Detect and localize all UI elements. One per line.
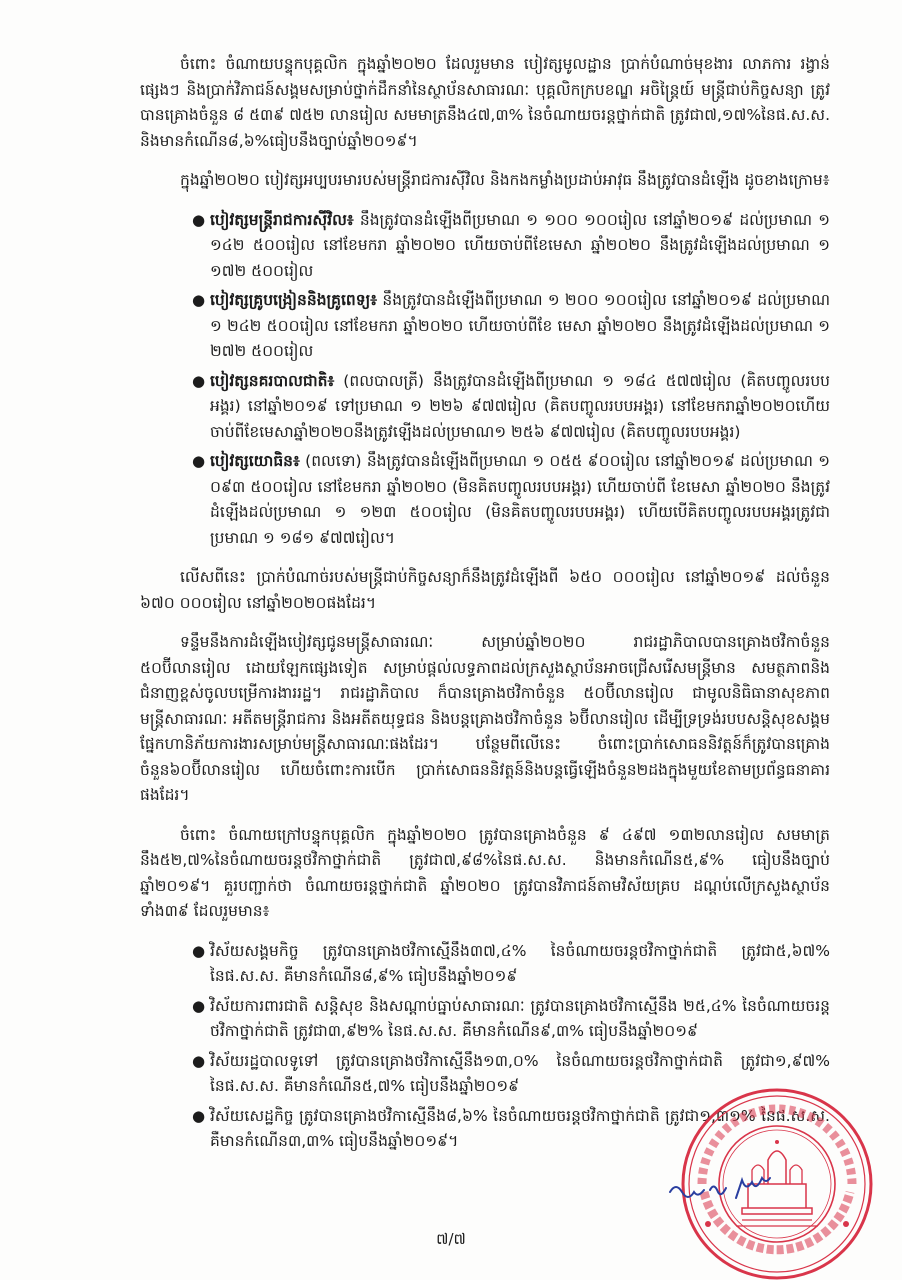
list-item-lead: បៀវត្សគ្រូបង្រៀននិងគ្រូពេទ្យ៖ bbox=[210, 291, 378, 309]
list-item bbox=[140, 208, 830, 285]
salary-increase-list bbox=[140, 208, 830, 552]
list-item-text: វិស័យសង្គមកិច្ច ត្រូវបានគ្រោងថវិកាស្មើនឹង៣៧,៤% នៃចំណាយចរន្តថវិកាថ្នាក់ជាតិ ត្រូវជា៥,៦៧% នៃផ.ស.ស. គឺមានកំណើន៨,៩% ធៀបនឹងឆ្នាំ២០១៩ bbox=[210, 941, 830, 985]
bullet-icon: ● bbox=[192, 1106, 206, 1125]
list-item bbox=[140, 994, 830, 1045]
list-item-text: នឹងត្រូវបានដំឡើងពីប្រមាណ ១ ២០០ ១០០រៀល នៅឆ្នាំ២០១៩ ដល់ប្រមាណ ១ ២៤២ ៥០០រៀល នៅខែមករា ឆ្នាំ២០២០ ហើយចាប់ពីខែ មេសា ឆ្នាំ២០២០ នឹងត្រូវដំឡើងដល់ប្រមាណ ១ ២៧២ ៥០០រៀល bbox=[210, 291, 830, 360]
bullet-icon: ● bbox=[192, 452, 206, 470]
list-item bbox=[140, 449, 830, 551]
bullet-icon: ● bbox=[192, 941, 206, 960]
bullet-icon: ● bbox=[192, 371, 206, 390]
list-item-text: (ពលទោ) នឹងត្រូវបានដំឡើងពីប្រមាណ ១ ០៥៥ ៩០០រៀល នៅឆ្នាំ២០១៩ ដល់ប្រមាណ ១ ០៩៣ ៥០០រៀល នៅខែមករា ឆ្នាំ២០២០ (មិនគិតបញ្ចូលរបបអង្គរ) ហើយចាប់ពី ខែមេសា ឆ្នាំ២០២០ នឹងត្រូវដំឡើងដល់ប្រមាណ ១ ១២៣ ៥០០រៀល (មិនគិតបញ្ចូលរបបអង្គរ) ហើយបើគិតបញ្ចូលរបបអង្គរត្រូវជាប្រមាណ ១ ១៨១ ៩៧៧រៀល។ bbox=[210, 452, 830, 547]
paragraph-personnel-expenditure: ចំពោះ ចំណាយបន្ទុកបុគ្គលិក ក្នុងឆ្នាំ២០២០ ដែលរួមមាន បៀវត្សមូលដ្ឋាន ប្រាក់បំណាច់មុខងារ លាភការ រង្វាន់ផ្សេងៗ និងប្រាក់វិភាជន៍សង្គមសម្រាប់ថ្នាក់ដឹកនាំនៃស្ថាប័នសាធារណៈ បុគ្គលិកក្របខណ្ឌ អចិន្ត្រៃយ៍ មន្ត្រីជាប់កិច្ចសន្យា ត្រូវបានគ្រោងចំនួន ៨ ៥៣៩ ៧៥២ លានរៀល សមមាត្រនឹង៤៧,៣% នៃចំណាយចរន្តថ្នាក់ជាតិ ត្រូវជា៧,១៧%នៃផ.ស.ស. និងមានកំណើន៨,៦%ធៀបនឹងច្បាប់ឆ្នាំ២០១៩។ bbox=[140, 55, 830, 150]
bullet-icon: ● bbox=[192, 1051, 206, 1070]
list-item-text: វិស័យការពារជាតិ សន្តិសុខ និងសណ្ដាប់ធ្នាប់សាធារណៈ ត្រូវបានគ្រោងថវិកាស្មើនឹង ២៥,៤% នៃចំណាយចរន្តថវិកាថ្នាក់ជាតិ ត្រូវជា៣,៩២% នៃផ.ស.ស. គឺមានកំណើន៩,៣% ធៀបនឹងឆ្នាំ២០១៩ bbox=[210, 996, 830, 1040]
list-item-text: នឹងត្រូវបានដំឡើងពីប្រមាណ ១ ១០០ ១០០រៀល នៅឆ្នាំ២០១៩ ដល់ប្រមាណ ១ ១៤២ ៥០០រៀល នៅខែមករា ឆ្នាំ២០២០ ហើយចាប់ពីខែមេសា ឆ្នាំ២០២០ នឹងត្រូវដំឡើងដល់ប្រមាណ ១ ១៧២ ៥០០រៀល bbox=[210, 210, 830, 280]
list-item-text: វិស័យសេដ្ឋកិច្ច ត្រូវបានគ្រោងថវិកាស្មើនឹង៨,៦% នៃចំណាយចរន្តថវិកាថ្នាក់ជាតិ ត្រូវជា១,៣១% នៃផ.ស.ស. គឺមានកំណើន៣,៣% ធៀបនឹងឆ្នាំ២០១៩។ bbox=[210, 1106, 830, 1150]
list-item-lead: បៀវត្សមន្ត្រីរាជការស៊ីវិល៖ bbox=[210, 210, 354, 229]
list-item bbox=[140, 369, 830, 446]
bullet-icon: ● bbox=[192, 291, 206, 309]
list-item-text: (ពលបាលត្រី) នឹងត្រូវបានដំឡើងពីប្រមាណ ១ ១៨៤ ៥៧៧រៀល (គិតបញ្ចូលរបបអង្គរ) នៅឆ្នាំ២០១៩ ទៅប្រមាណ ១ ២២៦ ៩៧៧រៀល (គិតបញ្ចូលរបបអង្គរ) នៅខែមករាឆ្នាំ២០២០ហើយចាប់ពីខែមេសាឆ្នាំ២០២០នឹងត្រូវឡើងដល់ប្រមាណ១ ២៥៦ ៩៧៧រៀល (គិតបញ្ចូលរបបអង្គរ) bbox=[210, 371, 830, 441]
list-item bbox=[140, 939, 830, 990]
bullet-icon: ● bbox=[192, 996, 206, 1015]
bullet-icon: ● bbox=[192, 210, 206, 229]
document-body bbox=[140, 52, 830, 1169]
list-item-lead: បៀវត្សនគរបាលជាតិ៖ bbox=[210, 371, 335, 390]
signature-icon bbox=[666, 1172, 776, 1212]
paragraph-non-personnel-expenditure: ចំពោះ ចំណាយក្រៅបន្ទុកបុគ្គលិក ក្នុងឆ្នាំ២០២០ ត្រូវបានគ្រោងចំនួន ៩ ៤៩៧ ១៣២លានរៀល សមមាត្រនឹង៥២,៧%នៃចំណាយចរន្តថវិកាថ្នាក់ជាតិ ត្រូវជា៧,៩៨%នៃផ.ស.ស. និងមានកំណើន៥,៩% ធៀបនឹងច្បាប់ឆ្នាំ២០១៩។ គួរបញ្ជាក់ថា ចំណាយចរន្តថ្នាក់ជាតិ ឆ្នាំ២០២០ ត្រូវបានវិភាជន៍តាមវិស័យគ្រប ដណ្ដប់លើក្រសួងស្ថាប័នទាំង៣៩ ដែលរួមមាន៖ bbox=[140, 825, 830, 920]
page-number: ៧/៧ bbox=[436, 1230, 466, 1248]
list-item-lead: បៀវត្សយោធិន៖ bbox=[210, 452, 300, 470]
list-item-text: វិស័យរដ្ឋបាលទូទៅ ត្រូវបានគ្រោងថវិកាស្មើនឹង១៣,០% នៃចំណាយចរន្តថវិកាថ្នាក់ជាតិ ត្រូវជា១,៩៧% នៃផ.ស.ស. គឺមានកំណើន៥,៧% ធៀបនឹងឆ្នាំ២០១៩ bbox=[210, 1051, 830, 1095]
paragraph-minimum-salary-intro: ក្នុងឆ្នាំ២០២០ បៀវត្សអប្បបរមារបស់មន្ត្រីរាជការស៊ីវិល និងកងកម្លាំងប្រដាប់អាវុធ នឹងត្រូវបានដំឡើង ដូចខាងក្រោម៖ bbox=[180, 171, 830, 189]
paragraph-contract-allowance: លើសពីនេះ ប្រាក់បំណាច់របស់មន្ត្រីជាប់កិច្ចសន្យាក៏នឹងត្រូវដំឡើងពី ៦៥០ ០០០រៀល នៅឆ្នាំ២០១៩ ដល់ចំនួន ៦៧០ ០០០រៀល នៅឆ្នាំ២០២០ផងដែរ។ bbox=[140, 568, 830, 612]
paragraph-public-servant-funds: ទន្ទឹមនឹងការដំឡើងបៀវត្សជូនមន្ត្រីសាធារណៈ សម្រាប់ឆ្នាំ២០២០ រាជរដ្ឋាភិបាលបានគ្រោងថវិកាចំនួន ៥០ប៊ីលានរៀល ដោយឡែកផ្សេងទៀត សម្រាប់ផ្ដល់លទ្ធភាពដល់ក្រសួងស្ថាប័នអាចជ្រើសរើសមន្ត្រីមាន សមត្ថភាពនិងជំនាញខ្ពស់ចូលបម្រើការងាររដ្ឋ។ រាជរដ្ឋាភិបាល ក៏បានគ្រោងថវិកាចំនួន ៥០ប៊ីលានរៀល ជាមូលនិធិធានាសុខភាពមន្ត្រីសាធារណៈ អតីតមន្ត្រីរាជការ និងអតីតយុទ្ធជន និងបន្តគ្រោងថវិកាចំនួន ៦ប៊ីលានរៀល ដើម្បីទ្រទ្រង់របបសន្តិសុខសង្គមផ្នែកហានិភ័យការងារសម្រាប់មន្ត្រីសាធារណៈផងដែរ។ បន្ថែមពីលើនេះ ចំពោះប្រាក់សោធននិវត្តន៍ក៏ត្រូវបានគ្រោងចំនួន៦០ប៊ីលានរៀល ហើយចំពោះការបើក ប្រាក់សោធននិវត្តន៍និងបន្តធ្វើឡើងចំនួន២ដងក្នុងមួយខែតាមប្រព័ន្ធធនាគារផងដែរ។ bbox=[140, 633, 830, 804]
list-item bbox=[140, 288, 830, 365]
